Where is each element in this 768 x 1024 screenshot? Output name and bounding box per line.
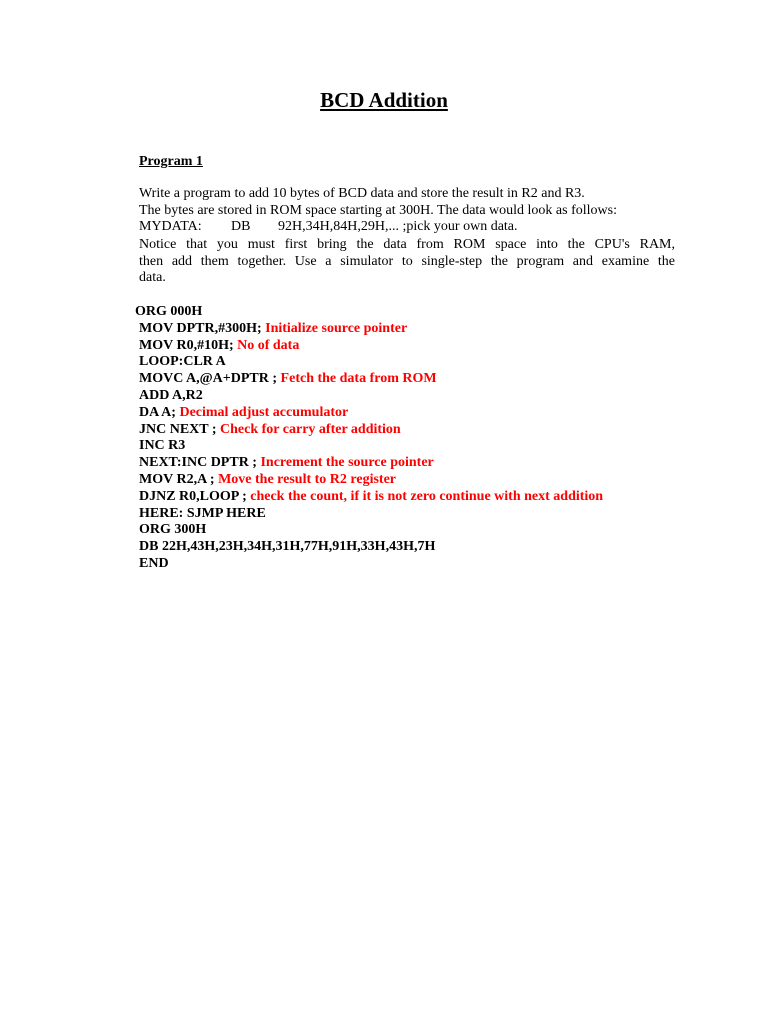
code-line — [139, 506, 603, 523]
code-line — [139, 388, 603, 405]
code-comment: Fetch the data from ROM — [280, 371, 437, 387]
code-instruction: ORG 000H — [135, 304, 203, 319]
code-line — [139, 338, 603, 355]
code-line — [135, 304, 603, 321]
code-line — [139, 422, 603, 439]
code-line — [139, 556, 603, 573]
document-title — [0, 88, 768, 112]
code-instruction: HERE: SJMP HERE — [139, 505, 266, 521]
mydata-label: MYDATA: — [139, 219, 202, 234]
code-instruction: ADD A,R2 — [139, 387, 203, 403]
code-line — [139, 455, 603, 472]
code-line — [139, 354, 603, 371]
code-instruction: MOV DPTR,#300H; — [139, 320, 266, 336]
notice-line-2: then add them together. Use a simulator to single-step the program and examine the — [139, 253, 675, 269]
notice-line-3: data. — [139, 270, 166, 285]
code-instruction: ORG 300H — [139, 522, 207, 538]
code-instruction: JNC NEXT ; — [139, 421, 221, 437]
code-line — [139, 321, 603, 338]
code-comment: Initialize source pointer — [265, 320, 408, 336]
intro-paragraph — [139, 186, 675, 236]
code-comment: No of data — [237, 337, 300, 353]
code-instruction: END — [139, 555, 169, 571]
code-line — [139, 522, 603, 539]
code-instruction: NEXT:INC DPTR ; — [139, 455, 261, 471]
code-instruction: DJNZ R0,LOOP ; — [139, 488, 251, 504]
intro-line-2: The bytes are stored in ROM space starting at 300H. The data would look as follows: — [139, 202, 617, 218]
code-comment: check the count, if it is not zero continue with next addition — [250, 488, 604, 504]
code-comment: Increment the source pointer — [260, 455, 434, 471]
code-comment: Decimal adjust accumulator — [179, 404, 349, 420]
code-line — [139, 489, 603, 506]
code-instruction: LOOP:CLR A — [139, 354, 226, 370]
code-comment: Check for carry after addition — [220, 421, 401, 437]
code-line — [139, 539, 603, 556]
intro-line-1: Write a program to add 10 bytes of BCD data and store the result in R2 and R3. — [139, 186, 585, 201]
program-heading: Program 1 — [139, 154, 203, 169]
code-instruction: MOVC A,@A+DPTR ; — [139, 371, 281, 387]
code-instruction: MOV R0,#10H; — [139, 337, 238, 353]
code-instruction: DB 22H,43H,23H,34H,31H,77H,91H,33H,43H,7H — [139, 539, 436, 555]
code-instruction: MOV R2,A ; — [139, 471, 219, 487]
code-instruction: INC R3 — [139, 438, 186, 454]
code-line — [139, 438, 603, 455]
assembly-code-block — [135, 304, 604, 573]
mydata-values: 92H,34H,84H,29H,... ;pick your own data. — [278, 219, 518, 234]
mydata-line — [139, 219, 675, 236]
code-line — [139, 371, 603, 388]
code-instruction: DA A; — [139, 404, 180, 420]
title-text: BCD Addition — [320, 88, 448, 112]
mydata-directive: DB — [231, 219, 251, 234]
code-comment: Move the result to R2 register — [218, 471, 397, 487]
notice-paragraph — [139, 237, 675, 287]
notice-line-1: Notice that you must first bring the data from ROM space into the CPU's RAM, — [139, 237, 675, 252]
code-line — [139, 472, 603, 489]
code-line — [139, 405, 603, 422]
